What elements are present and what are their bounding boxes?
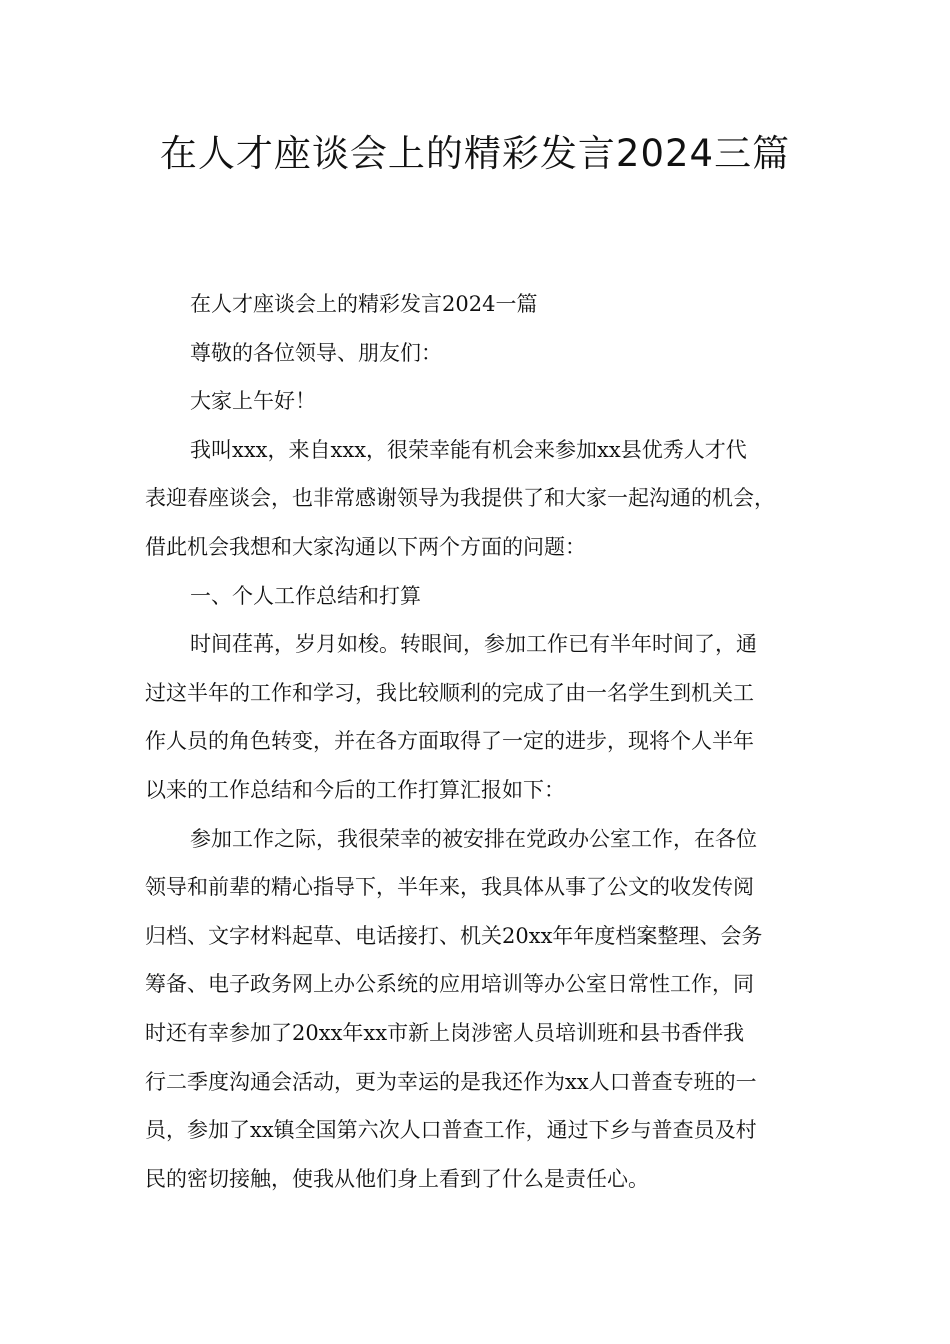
paragraph-line: 民的密切接触，使我从他们身上看到了什么是责任心。 [145,1166,649,1191]
greeting: 大家上午好！ [190,389,316,414]
subsection-heading: 一、个人工作总结和打算 [190,583,421,608]
paragraph-line: 行二季度沟通会活动，更为幸运的是我还作为xx人口普查专班的一 [145,1069,757,1094]
paragraph-line: 员，参加了xx镇全国第六次人口普查工作，通过下乡与普查员及村 [145,1118,757,1143]
paragraph-line: 领导和前辈的精心指导下，半年来，我具体从事了公文的收发传阅 [145,875,754,900]
document-title: 在人才座谈会上的精彩发言2024三篇 [159,132,791,175]
section-heading-1: 在人才座谈会上的精彩发言2024一篇 [190,292,538,316]
paragraph-line: 我叫xxx，来自xxx，很荣幸能有机会来参加xx县优秀人才代 [190,437,747,462]
paragraph-line: 借此机会我想和大家沟通以下两个方面的问题： [145,534,586,559]
paragraph-line: 过这半年的工作和学习，我比较顺利的完成了由一名学生到机关工 [145,680,754,705]
paragraph-line: 筹备、电子政务网上办公系统的应用培训等办公室日常性工作，同 [145,972,754,997]
paragraph-line: 时间荏苒，岁月如梭。转眼间，参加工作已有半年时间了，通 [190,632,757,657]
paragraph-line: 作人员的角色转变，并在各方面取得了一定的进步，现将个人半年 [145,729,754,754]
paragraph-line: 以来的工作总结和今后的工作打算汇报如下： [145,777,565,802]
paragraph-line: 参加工作之际，我很荣幸的被安排在党政办公室工作，在各位 [190,826,757,851]
paragraph-line: 时还有幸参加了20xx年xx市新上岗涉密人员培训班和县书香伴我 [145,1020,745,1045]
paragraph-line: 表迎春座谈会，也非常感谢领导为我提供了和大家一起沟通的机会， [145,486,775,511]
document-body [145,280,825,1203]
salutation: 尊敬的各位领导、朋友们： [190,340,442,365]
paragraph-line: 归档、文字材料起草、电话接打、机关20xx年年度档案整理、会务 [145,923,763,948]
